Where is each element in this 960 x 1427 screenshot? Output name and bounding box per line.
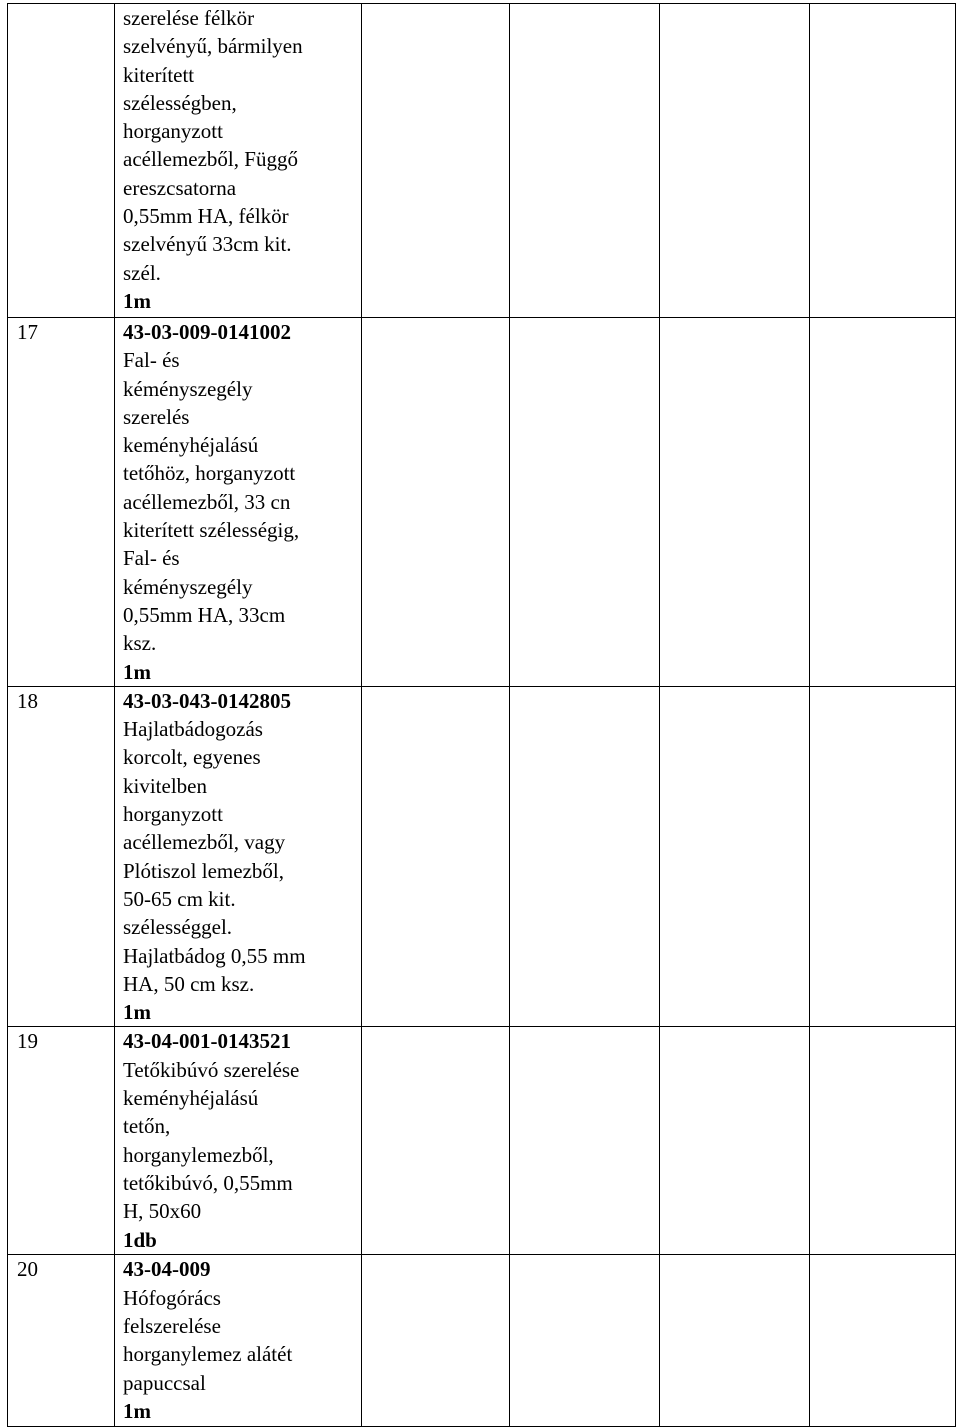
item-description-line: Hófogórács	[123, 1285, 221, 1310]
cost-estimate-table	[7, 3, 956, 1427]
item-description-line: Fal- és	[123, 348, 180, 373]
empty-price-cell[interactable]	[510, 318, 660, 687]
item-description-cell	[115, 1027, 362, 1255]
item-description-line: keményhéjalású	[123, 433, 259, 458]
item-number: 18	[17, 688, 38, 713]
item-number-cell	[8, 1255, 115, 1427]
empty-price-cell[interactable]	[362, 4, 510, 318]
item-description-line: szelvényű 33cm kit.	[123, 232, 292, 257]
item-description-line: tetőhöz, horganyzott	[123, 461, 296, 486]
item-description-line: Tetőkibúvó szerelése	[123, 1057, 300, 1082]
table-row	[8, 318, 956, 687]
empty-price-cell[interactable]	[810, 1027, 956, 1255]
item-description-line: szél.	[123, 260, 161, 285]
item-code: 43-04-001-0143521	[123, 1029, 291, 1054]
item-unit: 1m	[123, 1000, 151, 1025]
item-description-line: 0,55mm HA, 33cm	[123, 602, 286, 627]
item-description-line: ereszcsatorna	[123, 175, 237, 200]
item-description-line: acéllemezből, Függő	[123, 147, 298, 172]
item-description-line: kéményszegély	[123, 574, 253, 599]
item-description-line: acéllemezből, 33 cn	[123, 489, 291, 514]
item-description-line: szerelése félkör	[123, 6, 255, 30]
item-description-line: felszerelése	[123, 1314, 221, 1339]
empty-price-cell[interactable]	[362, 1027, 510, 1255]
item-number-cell	[8, 318, 115, 687]
empty-price-cell[interactable]	[362, 686, 510, 1027]
item-code: 43-03-009-0141002	[123, 320, 291, 344]
item-unit: 1db	[123, 1227, 157, 1252]
item-description-line: szerelés	[123, 404, 190, 429]
item-description-cell	[115, 686, 362, 1027]
item-number-cell	[8, 1027, 115, 1255]
empty-price-cell[interactable]	[510, 4, 660, 318]
item-description-line: kivitelben	[123, 773, 207, 798]
empty-price-cell[interactable]	[810, 686, 956, 1027]
item-description-line: kéményszegély	[123, 376, 253, 401]
item-number: 20	[17, 1257, 38, 1282]
item-number-cell	[8, 686, 115, 1027]
item-description-line: horganyzott	[123, 119, 223, 144]
item-description-line: Hajlatbádogozás	[123, 717, 263, 742]
empty-price-cell[interactable]	[660, 1027, 810, 1255]
item-description-line: horganylemezből,	[123, 1142, 274, 1167]
empty-price-cell[interactable]	[810, 318, 956, 687]
table-body	[8, 4, 956, 1427]
empty-price-cell[interactable]	[362, 318, 510, 687]
empty-price-cell[interactable]	[510, 686, 660, 1027]
item-unit: 1m	[123, 1398, 151, 1423]
item-description-line: Fal- és	[123, 546, 180, 571]
item-number: 19	[17, 1029, 38, 1054]
item-description-line: 0,55mm HA, félkör	[123, 204, 289, 229]
item-description-line: szélességgel.	[123, 915, 233, 940]
empty-price-cell[interactable]	[660, 4, 810, 318]
table-row	[8, 686, 956, 1027]
item-number-cell	[8, 4, 115, 318]
empty-price-cell[interactable]	[510, 1027, 660, 1255]
item-description-line: papuccsal	[123, 1370, 206, 1395]
item-code: 43-03-043-0142805	[123, 688, 291, 713]
table-row	[8, 4, 956, 318]
item-unit: 1m	[123, 288, 151, 313]
item-description-line: szélességben,	[123, 90, 237, 115]
item-description-cell	[115, 318, 362, 687]
item-description-line: kiterített szélességig,	[123, 518, 300, 543]
item-description-line: horganyzott	[123, 802, 223, 827]
item-description-line: acéllemezből, vagy	[123, 830, 286, 855]
table-row	[8, 1255, 956, 1427]
empty-price-cell[interactable]	[660, 318, 810, 687]
item-number: 17	[17, 320, 38, 344]
item-description-cell	[115, 1255, 362, 1427]
item-description-line: tetőn,	[123, 1114, 171, 1139]
item-description-line: horganylemez alátét	[123, 1342, 293, 1367]
item-code: 43-04-009	[123, 1257, 211, 1282]
item-description-line: HA, 50 cm ksz.	[123, 971, 255, 996]
item-description-line: tetőkibúvó, 0,55mm	[123, 1170, 293, 1195]
item-description-line: H, 50x60	[123, 1199, 202, 1224]
item-description-line: korcolt, egyenes	[123, 745, 261, 770]
item-description-line: szelvényű, bármilyen	[123, 34, 303, 59]
empty-price-cell[interactable]	[810, 1255, 956, 1427]
empty-price-cell[interactable]	[810, 4, 956, 318]
empty-price-cell[interactable]	[510, 1255, 660, 1427]
item-description-line: keményhéjalású	[123, 1086, 259, 1111]
item-description-line: kiterített	[123, 62, 195, 87]
table-row	[8, 1027, 956, 1255]
item-unit: 1m	[123, 659, 151, 684]
item-description-line: 50-65 cm kit.	[123, 886, 236, 911]
item-description-line: Hajlatbádog 0,55 mm	[123, 943, 306, 968]
item-description-line: ksz.	[123, 631, 157, 656]
empty-price-cell[interactable]	[660, 1255, 810, 1427]
empty-price-cell[interactable]	[660, 686, 810, 1027]
empty-price-cell[interactable]	[362, 1255, 510, 1427]
item-description-cell	[115, 4, 362, 318]
item-description-line: Plótiszol lemezből,	[123, 858, 284, 883]
